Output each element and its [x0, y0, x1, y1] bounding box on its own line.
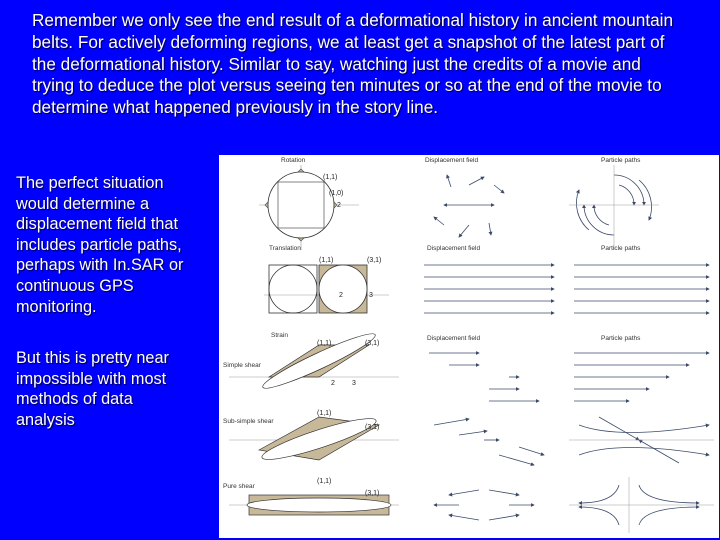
- coord-label: (1,0): [329, 190, 344, 197]
- coord-label: (1,1): [323, 174, 338, 181]
- translation-particle-paths: [574, 265, 709, 313]
- rotation-diagram: [259, 165, 359, 250]
- coord-label: (1,1): [317, 410, 332, 417]
- number-label: 3: [369, 292, 373, 299]
- displacement-label-2: Displacement field: [427, 245, 481, 252]
- side-paragraph-2: But this is pretty near impossible with most methods of data analysis: [16, 349, 169, 429]
- subsimple-shear-label: Sub-simple shear: [223, 418, 274, 425]
- simple-shear-particle-paths: [574, 353, 709, 401]
- number-label: 3: [352, 380, 356, 387]
- pure-shear-label: Pure shear: [223, 483, 255, 490]
- coord-label: (3,1): [365, 490, 380, 497]
- deformation-figure-svg: [219, 155, 719, 538]
- particle-paths-label-2: Particle paths: [601, 245, 641, 252]
- coord-label: (1,1): [317, 340, 332, 347]
- number-label: 2: [337, 202, 341, 209]
- displacement-label-1: Displacement field: [425, 157, 479, 164]
- coord-label: (3,1): [365, 340, 380, 347]
- translation-diagram: [264, 257, 389, 313]
- intro-paragraph: Remember we only see the end result of a deformational history in ancient mountain belts. For actively deforming regions, we at least get a snapshot of the latest part of the deformational history. Similar to say, watching just the credits of a movie and trying to deduce the plot versus seeing ten minutes or so at the end of the movie to determine what happened previously in the story line.: [32, 10, 674, 118]
- particle-paths-label-1: Particle paths: [601, 157, 641, 164]
- deformation-figure: [219, 155, 719, 538]
- number-label: 2: [339, 292, 343, 299]
- coord-label: (1,1): [317, 478, 332, 485]
- coord-label: (3,1): [367, 257, 382, 264]
- simple-shear-label: Simple shear: [223, 362, 261, 369]
- pure-shear-particle-paths: [569, 477, 714, 533]
- rotation-displacement-arrows: [434, 175, 504, 237]
- translation-label: Translation: [269, 245, 301, 252]
- subsimple-shear-displacement-arrows: [434, 419, 544, 465]
- number-label: 2: [331, 380, 335, 387]
- simple-shear-diagram: [229, 328, 399, 395]
- subsimple-shear-particle-paths: [569, 417, 714, 463]
- simple-shear-displacement-arrows: [429, 353, 539, 401]
- coord-label: (3,1): [365, 424, 380, 431]
- translation-displacement-arrows: [424, 265, 554, 313]
- side-paragraph-1: The perfect situation would determine a displacement field that includes particle paths, perhaps with In.SAR or continuous GPS monitoring.: [16, 174, 184, 316]
- particle-paths-label-3: Particle paths: [601, 335, 641, 342]
- coord-label: (1,1): [319, 257, 334, 264]
- displacement-label-3: Displacement field: [427, 335, 481, 342]
- pure-shear-displacement-arrows: [434, 490, 534, 520]
- rotation-label: Rotation: [281, 157, 306, 164]
- strain-label: Strain: [271, 332, 288, 339]
- rotation-particle-paths: [569, 165, 659, 250]
